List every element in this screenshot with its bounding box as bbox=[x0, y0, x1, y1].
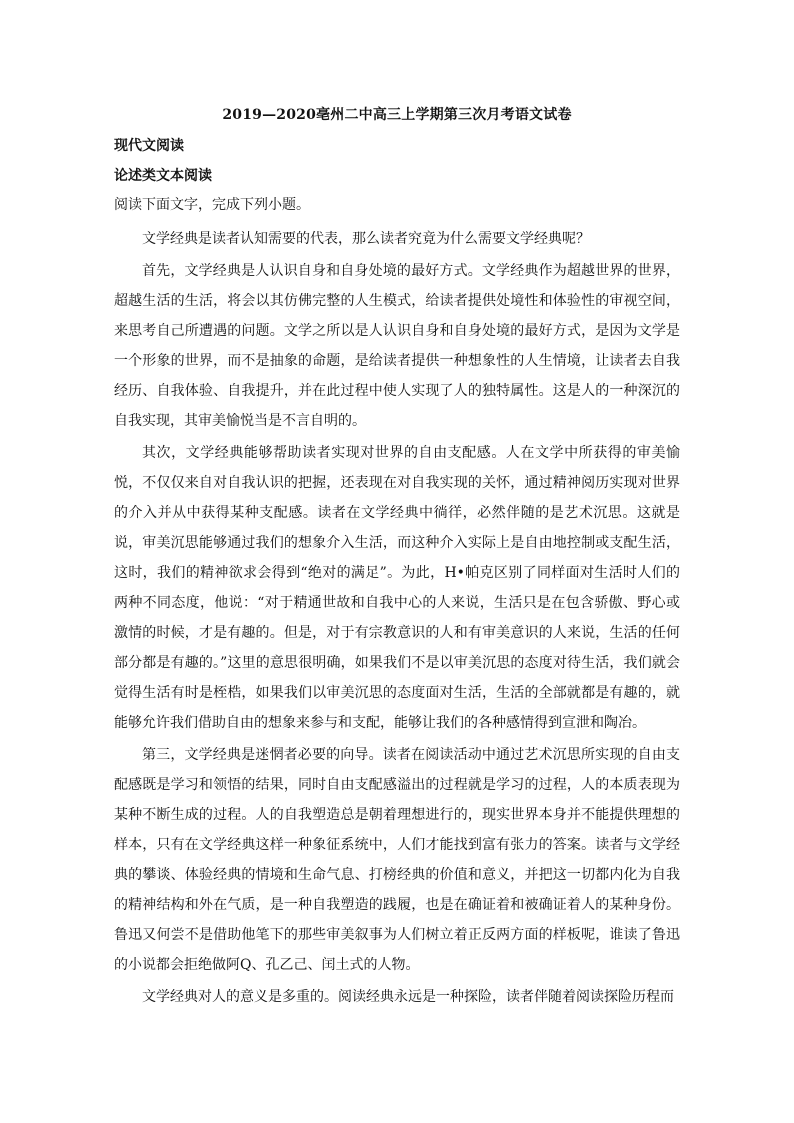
passage-paragraph: 文学经典对人的意义是多重的。阅读经典永远是一种探险，读者伴随着阅读探险历程而 bbox=[142, 989, 674, 1005]
reading-instruction: 阅读下面文字，完成下列小题。 bbox=[114, 197, 310, 213]
exam-title: 2019—2020亳州二中高三上学期第三次月考语文试卷 bbox=[222, 107, 572, 123]
passage-paragraph: 文学经典是读者认知需要的代表，那么读者究竟为什么需要文学经典呢？ bbox=[142, 231, 590, 247]
passage-body bbox=[114, 224, 680, 1014]
passage-paragraph: 第三，文学经典是迷惘者必要的向导。读者在阅读活动中通过艺术沉思所实现的自由支配感既是学习和领悟的结果，同时自由支配感溢出的过程就是学习的过程，人的本质表现为某种不断生成的过程。人的自我塑造总是朝着理想进行的，现实世界本身并不能提供理想的样本，只有在文学经典这样一种象征系统中，人们才能找到富有张力的答案。读者与文学经典的攀谈、体验经典的情境和生命气息、打榜经典的价值和意义，并把这一切都内化为自我的精神结构和外在气质，是一种自我塑造的践履，也是在确证着和被确证着人的某种身份。鲁迅又何尝不是借助他笔下的那些审美叙事为人们树立着正反两方面的样板呢，谁读了鲁迅的小说都会拒绝做阿Q、孔乙己、闰土式的人物。 bbox=[114, 747, 680, 973]
section-heading: 现代文阅读 bbox=[114, 138, 184, 154]
subsection-heading: 论述类文本阅读 bbox=[114, 168, 212, 184]
passage-paragraph: 首先，文学经典是人认识自身和自身处境的最好方式。文学经典作为超越世界的世界，超越生活的生活，将会以其仿佛完整的人生模式，给读者提供处境性和体验性的审视空间，来思考自己所遭遇的问题。文学之所以是人认识自身和自身处境的最好方式，是因为文学是一个形象的世界，而不是抽象的命题，是给读者提供一种想象性的人生情境，让读者去自我经历、自我体验、自我提升，并在此过程中使人实现了人的独特属性。这是人的一种深沉的自我实现，其审美愉悦当是不言自明的。 bbox=[114, 263, 680, 429]
passage-paragraph: 其次，文学经典能够帮助读者实现对世界的自由支配感。人在文学中所获得的审美愉悦，不仅仅来自对自我认识的把握，还表现在对自我实现的关怀，通过精神阅历实现对世界的介入并从中获得某种支配感。读者在文学经典中徜徉，必然伴随的是艺术沉思。这就是说，审美沉思能够通过我们的想象介入生活，而这种介入实际上是自由地控制或支配生活，这时，我们的精神欲求会得到“绝对的满足”。为此，H•帕克区别了同样面对生活时人们的两种不同态度，他说：“对于精通世故和自我中心的人来说，生活只是在包含骄傲、野心或激情的时候，才是有趣的。但是，对于有宗教意识的人和有审美意识的人来说，生活的任何部分都是有趣的。”这里的意思很明确，如果我们不是以审美沉思的态度对待生活，我们就会觉得生活有时是桎梏，如果我们以审美沉思的态度面对生活，生活的全部就都是有趣的，就能够允许我们借助自由的想象来参与和支配，能够让我们的各种感情得到宣泄和陶冶。 bbox=[114, 445, 680, 731]
